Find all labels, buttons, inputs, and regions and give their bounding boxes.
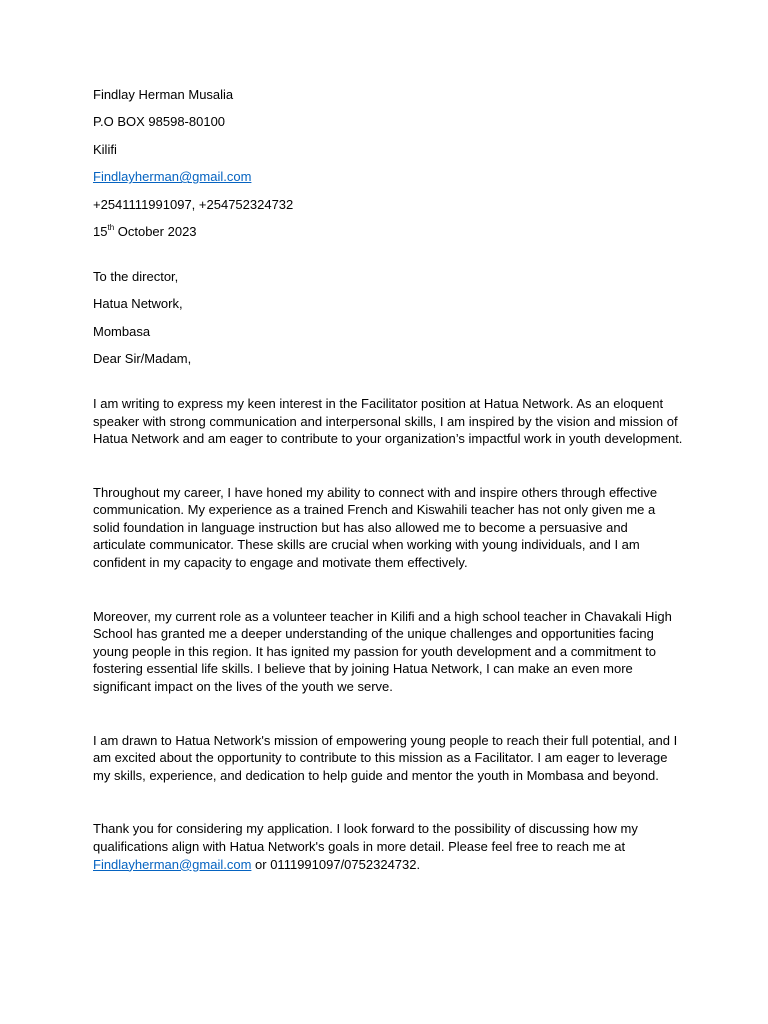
body-paragraph-4: I am drawn to Hatua Network's mission of empowering young people to reach their full potential, and I am excited about the opportunity to contribute to this mission as a Facilitator. I am eager to leverage my skills, experience, and dedication to help guide and mentor the youth in Mombasa and beyond. [93, 732, 678, 783]
recipient-line-3: Mombasa [93, 323, 151, 339]
sender-town: Kilifi [93, 141, 117, 157]
recipient-line-1: To the director, [93, 268, 179, 284]
date-suffix: th [107, 222, 115, 232]
salutation: Dear Sir/Madam, [93, 351, 192, 367]
letter-date [93, 223, 683, 241]
spacer [93, 377, 683, 395]
date-day: 15 [93, 223, 108, 239]
sender-email-link[interactable]: Findlayherman@gmail.com [93, 169, 252, 185]
letter-page [93, 86, 683, 873]
sender-email-line [93, 168, 683, 186]
sender-phones: +2541111991097, +254752324732 [93, 196, 294, 212]
body-paragraph-2: Throughout my career, I have honed my ability to connect with and inspire others through effective communication. My experience as a trained French and Kiswahili teacher has not only given me a solid foundation in language instruction but has also allowed me to become a persuasive and articulate communicator. These skills are crucial when working with young individuals, and I am confident in my capacity to engage and motivate them effectively. [93, 484, 658, 571]
closing-text: Thank you for considering my application. I look forward to the possibility of discussing how my qualifications align with Hatua Network's goals in more detail. Please feel free to reach me at [93, 821, 638, 854]
sender-name: Findlay Herman Musalia [93, 87, 234, 102]
closing-text-end: or 0111991097/0752324732. [251, 856, 421, 872]
spacer [93, 250, 683, 268]
body-paragraph-1: I am writing to express my keen interest in the Facilitator position at Hatua Network. As an eloquent speaker with strong communication and interpersonal skills, I am inspired by the vision and mission of Hatua Network and am eager to contribute to your organization’s impactful work in youth development. [93, 395, 683, 447]
closing-email-link[interactable]: Findlayherman@gmail.com [93, 856, 252, 872]
sender-address: P.O BOX 98598-80100 [93, 114, 226, 130]
closing-paragraph [93, 820, 683, 873]
date-rest: October 2023 [114, 223, 197, 239]
body-paragraph-3: Moreover, my current role as a volunteer teacher in Kilifi and a high school teacher in Chavakali High School has granted me a deeper understanding of the unique challenges and opportunities facing young people in this region. It has ignited my passion for youth development and a commitment to fostering essential life skills. I believe that by joining Hatua Network, I can make an even more significant impact on the lives of the youth we serve. [93, 608, 672, 695]
recipient-line-2: Hatua Network, [93, 296, 183, 312]
